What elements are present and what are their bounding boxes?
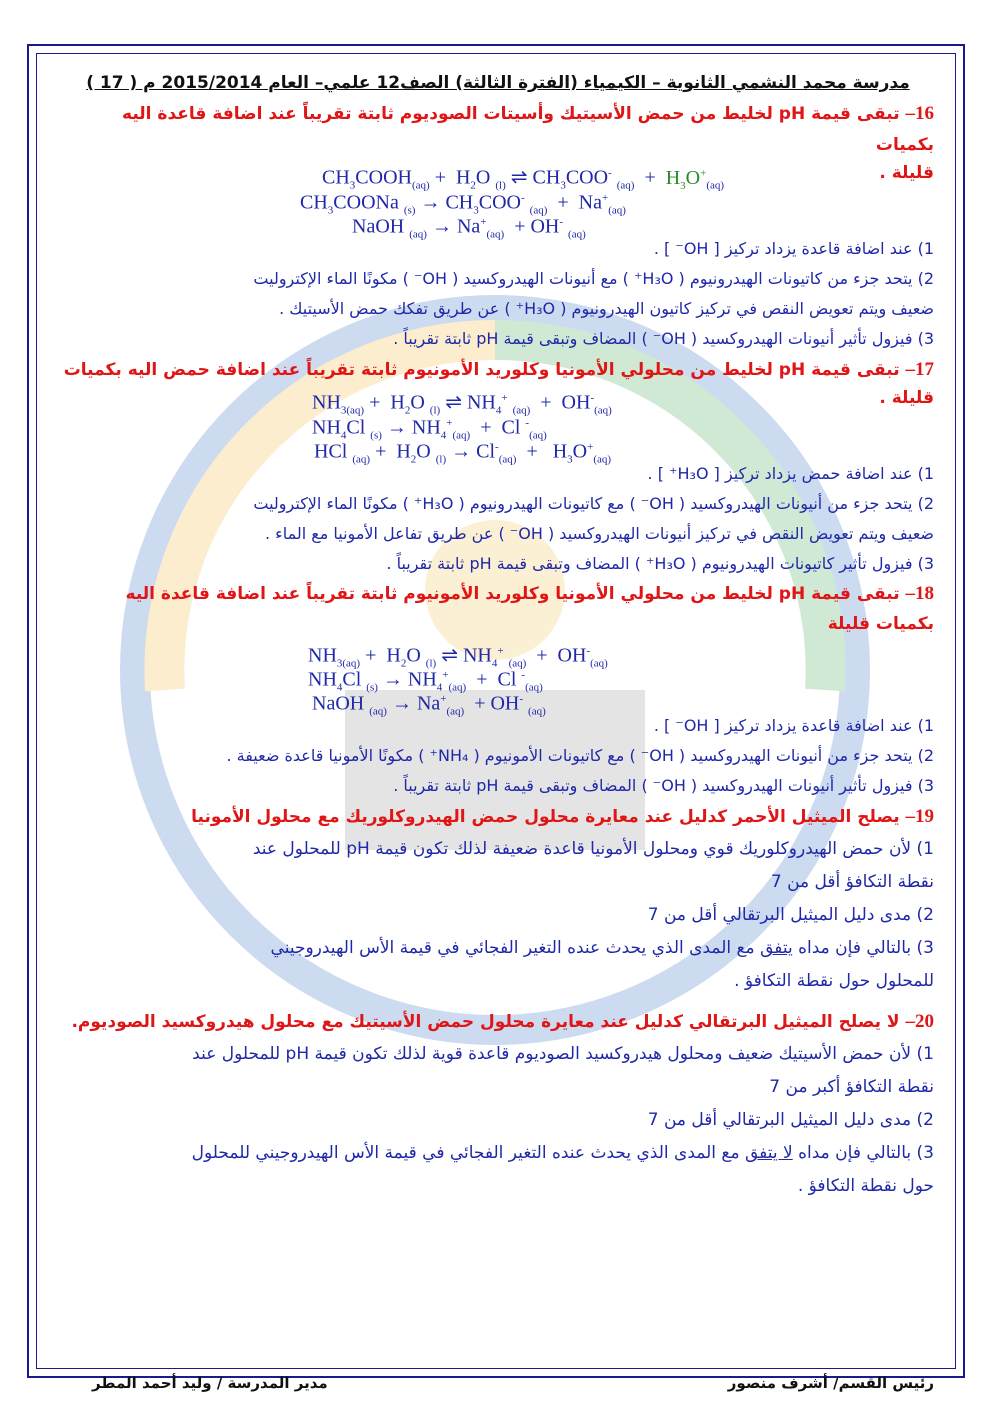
question-16-tail: قليلة .: [879, 163, 934, 183]
q19-point-3b: للمحلول حول نقطة التكافؤ .: [734, 971, 934, 991]
q19-point-3a: 3) بالتالي فإن مداه يتفق مع المدى الذي يحدث عنده التغير الفجائي في قيمة الأس الهيدروجيني: [270, 938, 934, 958]
q17-point-2b: ضعيف ويتم تعويض النقص في تركيز أنيونات الهيدروكسيد ( OH⁻ ) عن طريق تفاعل الأمونيا مع الماء .: [265, 524, 934, 543]
document-body: [62, 70, 934, 1375]
equation-ammonium-chloride-2: $NH_4Cl$ $_{(s)} \to NH_4^+_{(aq)} + Cl$ -$_{(aq)}$: [308, 668, 543, 694]
equation-acetic-acid: $CH_3COOH_{(aq)} + H_2O$ $_{(l)}$ ⇌ $CH_3COO^-$ $_{(aq)} + H_3O^+_{(aq)}$: [322, 166, 725, 192]
equation-naoh: NaOH $_{(aq)} \to Na^+_{(aq)} + OH^-$ $_{(aq)}$: [352, 215, 586, 241]
q19-point-1a: 1) لأن حمض الهيدروكلوريك قوي ومحلول الأمونيا قاعدة ضعيفة لذلك تكون قيمة pH للمحلول عند: [252, 839, 934, 859]
question-20-title: 20– لا يصلح الميثيل البرتقالي كدليل عند معايرة محلول حمض الأسيتيك مع محلول هيدروكسيد الصوديوم.: [71, 1011, 934, 1032]
q19-point-1b: نقطة التكافؤ أقل من 7: [770, 872, 934, 892]
question-18: [62, 579, 934, 801]
question-18-title: 18– تبقى قيمة pH لخليط من محلولي الأمونيا وكلوريد الأمونيوم ثابتة تقريباً عند اضافة قاعدة اليه بكميات قليلة: [125, 583, 934, 634]
q18-point-3: 3) فيزول تأثير أنيونات الهيدروكسيد ( OH⁻ ) المضاف وتبقى قيمة pH ثابتة تقريباً .: [393, 776, 934, 795]
equation-ammonium-chloride: $NH_4Cl$ $_{(s)} \to NH_4^+_{(aq)} + Cl$ -$_{(aq)}$: [312, 416, 547, 442]
question-16-title: 16– تبقى قيمة pH لخليط من حمض الأسيتيك وأسيتات الصوديوم ثابتة تقريباً عند اضافة قاعدة اليه بكميات: [122, 103, 934, 155]
equation-hcl: HCl $_{(aq)} + H_2O$ $_{(l)} \to Cl^-_{(aq)} + H_3O^+_{(aq)}$: [314, 440, 612, 466]
question-16: [62, 98, 934, 354]
question-19: [62, 801, 934, 998]
equation-sodium-acetate: $CH_3COONa$ $_{(s)} \to CH_3COO^-$ $_{(aq)} + Na^+_{(aq)}$: [300, 191, 626, 217]
question-19-title: 19– يصلح الميثيل الأحمر كدليل عند معايرة محلول حمض الهيدروكلوريك مع محلول الأمونيا: [191, 806, 934, 827]
q20-point-3a: 3) بالتالي فإن مداه لا يتفق مع المدى الذي يحدث عنده التغير الفجائي في قيمة الأس الهيدروجيني للمحلول: [191, 1143, 934, 1163]
equation-ammonia-2: $NH_{3(aq)} + H_2O$ $_{(l)}$ ⇌ $NH_4^+$ $_{(aq)} + OH^-_{(aq)}$: [308, 644, 608, 670]
q18-point-1: 1) عند اضافة قاعدة يزداد تركيز [ OH⁻ ] .: [653, 716, 934, 735]
q20-point-2: 2) مدى دليل الميثيل البرتقالي أقل من 7: [647, 1110, 934, 1130]
q17-point-1: 1) عند اضافة حمض يزداد تركيز [ H₃O⁺ ] .: [647, 464, 934, 483]
question-17: [62, 354, 934, 579]
question-17-title: 17– تبقى قيمة pH لخليط من محلولي الأمونيا وكلوريد الأمونيوم ثابتة تقريباً عند اضافة حمض اليه بكميات: [63, 359, 934, 380]
q17-point-3: 3) فيزول تأثير كاتيونات الهيدرونيوم ( H₃O⁺ ) المضاف وتبقى قيمة pH ثابتة تقريباً .: [386, 554, 934, 573]
q20-point-1b: نقطة التكافؤ أكبر من 7: [769, 1077, 934, 1097]
footer-department-head: رئيس القسم/ أشرف منصور: [727, 1374, 934, 1392]
q16-point-3: 3) فيزول تأثير أنيونات الهيدروكسيد ( OH⁻ ) المضاف وتبقى قيمة pH ثابتة تقريباً .: [393, 329, 934, 348]
q20-point-1a: 1) لأن حمض الأسيتيك ضعيف ومحلول هيدروكسيد الصوديوم قاعدة قوية لذلك تكون قيمة pH للمحلول عند: [192, 1044, 934, 1064]
equation-ammonia: $NH_{3(aq)} + H_2O$ $_{(l)}$ ⇌ $NH_4^+$ $_{(aq)} + OH^-_{(aq)}$: [312, 391, 612, 417]
q16-point-2a: 2) يتحد جزء من كاتيونات الهيدرونيوم ( H₃O⁺ ) مع أنيونات الهيدروكسيد ( OH⁻ ) مكونًا الماء الإكتروليت: [253, 269, 934, 288]
q16-point-2b: ضعيف ويتم تعويض النقص في تركيز كاتيون الهيدرونيوم ( H₃O⁺ ) عن طريق تفكك حمض الأسيتيك .: [279, 299, 934, 318]
equation-naoh-2: NaOH $_{(aq)} \to Na^+_{(aq)} + OH^-$ $_{(aq)}$: [312, 692, 546, 718]
question-17-tail: قليلة .: [879, 388, 934, 408]
q16-point-1: 1) عند اضافة قاعدة يزداد تركيز [ OH⁻ ] .: [653, 239, 934, 258]
page-footer: [62, 1374, 934, 1408]
q20-point-3b: حول نقطة التكافؤ .: [797, 1176, 934, 1196]
q19-point-2: 2) مدى دليل الميثيل البرتقالي أقل من 7: [647, 905, 934, 925]
q17-point-2a: 2) يتحد جزء من أنيونات الهيدروكسيد ( OH⁻ ) مع كاتيونات الهيدرونيوم ( H₃O⁺ ) مكونًا الماء الإكتروليت: [253, 494, 934, 513]
footer-school-principal: مدير المدرسة / وليد أحمد المطر: [92, 1374, 328, 1392]
question-20: [62, 1006, 934, 1203]
q18-point-2: 2) يتحد جزء من أنيونات الهيدروكسيد ( OH⁻ ) مع كاتيونات الأمونيوم ( NH₄⁺ ) مكونًا الأمونيا قاعدة ضعيفة .: [226, 746, 934, 765]
page-header: مدرسة محمد النشمي الثانوية – الكيمياء (الفترة الثالثة) الصف12 علمي– العام 2015/2014 م ( 17 ): [86, 73, 910, 93]
